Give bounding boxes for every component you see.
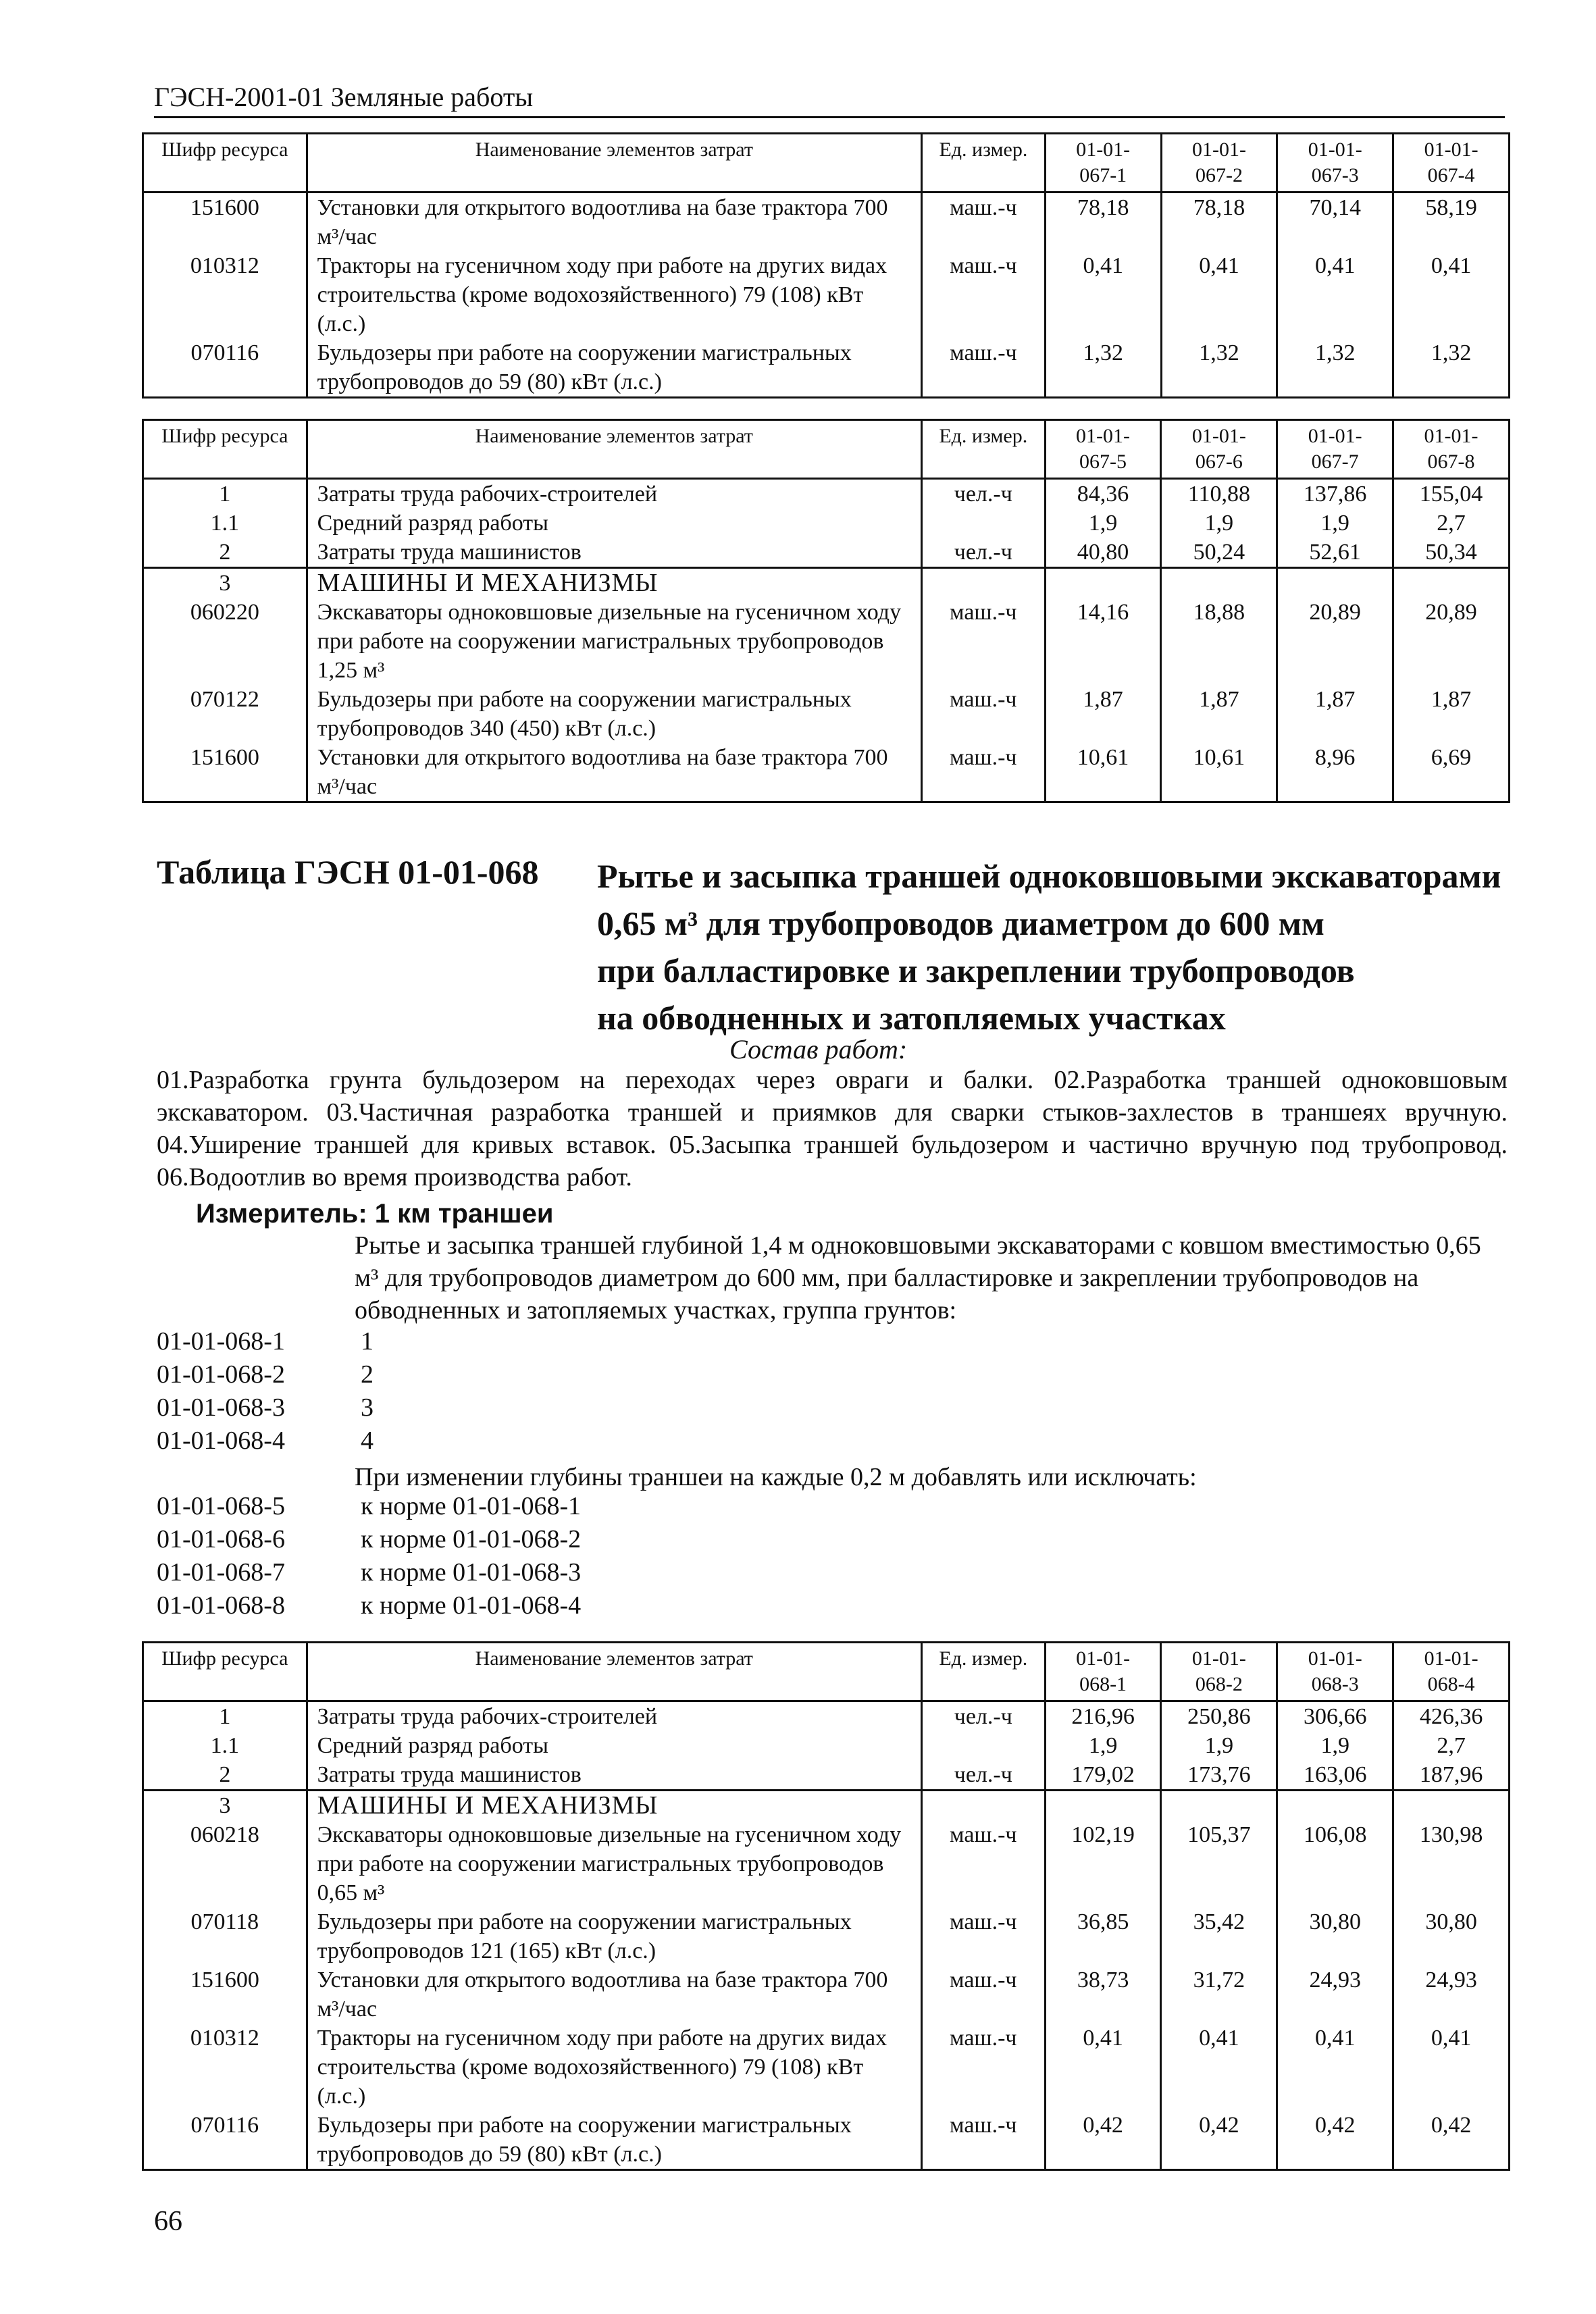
list-item: 01-01-068-1 1 [157, 1327, 374, 1356]
col-header-code: Шифр ресурса [143, 1643, 307, 1701]
resource-name: МАШИНЫ И МЕХАНИЗМЫ [307, 1791, 921, 1821]
measure-unit: Измеритель: 1 км траншеи [196, 1199, 554, 1229]
norm-value: 1,9 [1161, 509, 1277, 538]
norm-value: 50,34 [1393, 538, 1510, 568]
norm-value: 179,02 [1045, 1760, 1161, 1791]
depth-adjustment-list [157, 1490, 581, 1622]
resource-code: 060218 [143, 1820, 307, 1907]
resource-unit: чел.-ч [921, 1760, 1045, 1791]
resource-unit: маш.-ч [921, 1965, 1045, 2024]
table-row [143, 598, 1510, 685]
resource-unit: чел.-ч [921, 538, 1045, 568]
resource-name: Средний разряд работы [307, 509, 921, 538]
norm-value: 30,80 [1393, 1907, 1510, 1965]
norm-value: 426,36 [1393, 1701, 1510, 1732]
norm-value: 78,18 [1161, 192, 1277, 252]
page-number: 66 [154, 2206, 182, 2237]
resource-name: Бульдозеры при работе на сооружении магистральных трубопроводов до 59 (80) кВт (л.с.) [307, 2111, 921, 2170]
resource-name: Экскаваторы одноковшовые дизельные на гусеничном ходу при работе на сооружении магистральных трубопроводов 1,25 м³ [307, 598, 921, 685]
col-header-unit: Ед. измер. [921, 420, 1045, 479]
col-header-norm: 01-01- 067-7 [1277, 420, 1393, 479]
list-item: 01-01-068-8 к норме 01-01-068-4 [157, 1591, 582, 1620]
norm-value [1393, 1791, 1510, 1821]
norm-value: 1,9 [1277, 509, 1393, 538]
resource-name: Затраты труда рабочих-строителей [307, 1701, 921, 1732]
norm-value [1393, 568, 1510, 598]
norm-value: 0,41 [1161, 2024, 1277, 2111]
resource-unit [921, 509, 1045, 538]
norm-value: 2,7 [1393, 1731, 1510, 1760]
norm-value: 0,42 [1277, 2111, 1393, 2170]
norm-value: 110,88 [1161, 479, 1277, 509]
table-title-line: 0,65 м³ для трубопроводов диаметром до 600 мм [597, 904, 1324, 942]
norm-value: 1,9 [1045, 1731, 1161, 1760]
table-row [143, 1791, 1510, 1821]
norm-value: 10,61 [1161, 743, 1277, 802]
resource-unit: маш.-ч [921, 2111, 1045, 2170]
resource-name: Затраты труда машинистов [307, 1760, 921, 1791]
norm-value: 0,42 [1045, 2111, 1161, 2170]
resource-unit: маш.-ч [921, 685, 1045, 743]
norm-value: 1,32 [1393, 338, 1510, 398]
table-row [143, 338, 1510, 398]
list-item: 01-01-068-7 к норме 01-01-068-3 [157, 1558, 582, 1587]
norm-value: 1,87 [1393, 685, 1510, 743]
resource-unit: чел.-ч [921, 1701, 1045, 1732]
resource-name: Тракторы на гусеничном ходу при работе на других видах строительства (кроме водохозяйственного) 79 (108) кВт (л.с.) [307, 2024, 921, 2111]
resource-name: Затраты труда рабочих-строителей [307, 479, 921, 509]
resource-name: Экскаваторы одноковшовые дизельные на гусеничном ходу при работе на сооружении магистральных трубопроводов 0,65 м³ [307, 1820, 921, 1907]
norm-value: 1,87 [1277, 685, 1393, 743]
norm-value: 8,96 [1277, 743, 1393, 802]
table-row [143, 1760, 1510, 1791]
resource-code: 151600 [143, 1965, 307, 2024]
norm-value: 0,41 [1161, 251, 1277, 338]
norm-value: 0,41 [1393, 2024, 1510, 2111]
table-row [143, 2111, 1510, 2170]
col-header-norm: 01-01- 067-8 [1393, 420, 1510, 479]
resource-code: 151600 [143, 743, 307, 802]
page-header: ГЭСН-2001-01 Земляные работы [154, 82, 534, 112]
resource-table-068 [142, 1641, 1510, 2171]
norm-value: 20,89 [1393, 598, 1510, 685]
table-row [143, 1820, 1510, 1907]
col-header-name: Наименование элементов затрат [307, 1643, 921, 1701]
table-row [143, 479, 1510, 509]
resource-code: 3 [143, 568, 307, 598]
resource-code: 070116 [143, 2111, 307, 2170]
norm-value: 1,32 [1277, 338, 1393, 398]
norm-value: 0,42 [1393, 2111, 1510, 2170]
resource-name: Затраты труда машинистов [307, 538, 921, 568]
resource-unit: маш.-ч [921, 743, 1045, 802]
norm-value: 70,14 [1277, 192, 1393, 252]
soil-group-list [157, 1325, 374, 1458]
norm-value: 0,41 [1045, 2024, 1161, 2111]
table-title-line: Рытье и засыпка траншей одноковшовыми экскаваторами [597, 857, 1501, 895]
table-row [143, 1907, 1510, 1965]
resource-unit: маш.-ч [921, 1820, 1045, 1907]
col-header-norm: 01-01- 067-3 [1277, 134, 1393, 192]
resource-name: Средний разряд работы [307, 1731, 921, 1760]
col-header-norm: 01-01- 068-1 [1045, 1643, 1161, 1701]
table-title-line: на обводненных и затопляемых участках [597, 999, 1226, 1037]
norm-value: 78,18 [1045, 192, 1161, 252]
resource-name: Установки для открытого водоотлива на базе трактора 700 м³/час [307, 743, 921, 802]
table-title [597, 852, 1516, 1042]
list-item: 01-01-068-6 к норме 01-01-068-2 [157, 1525, 582, 1553]
norm-value: 1,32 [1161, 338, 1277, 398]
table-header-row [143, 420, 1510, 479]
resource-table-067-1-4 [142, 132, 1510, 398]
norm-value: 24,93 [1277, 1965, 1393, 2024]
resource-name: Тракторы на гусеничном ходу при работе на других видах строительства (кроме водохозяйственного) 79 (108) кВт (л.с.) [307, 251, 921, 338]
resource-code: 151600 [143, 192, 307, 252]
norm-value: 24,93 [1393, 1965, 1510, 2024]
col-header-unit: Ед. измер. [921, 1643, 1045, 1701]
norm-value: 52,61 [1277, 538, 1393, 568]
norm-value [1161, 568, 1277, 598]
list-item: 01-01-068-2 2 [157, 1360, 374, 1389]
norm-value: 50,24 [1161, 538, 1277, 568]
resource-unit: чел.-ч [921, 479, 1045, 509]
table-row [143, 192, 1510, 252]
norm-value: 30,80 [1277, 1907, 1393, 1965]
table-title-line: при балластировке и закреплении трубопроводов [597, 952, 1355, 989]
norm-value: 20,89 [1277, 598, 1393, 685]
norm-value: 130,98 [1393, 1820, 1510, 1907]
resource-unit: маш.-ч [922, 338, 1046, 398]
norm-value [1045, 1791, 1161, 1821]
col-header-norm: 01-01- 068-2 [1161, 1643, 1277, 1701]
resource-name: МАШИНЫ И МЕХАНИЗМЫ [307, 568, 921, 598]
norm-value: 0,41 [1277, 251, 1393, 338]
resource-unit: маш.-ч [921, 1907, 1045, 1965]
col-header-name: Наименование элементов затрат [307, 134, 921, 192]
resource-code: 060220 [143, 598, 307, 685]
table-row [143, 251, 1510, 338]
col-header-unit: Ед. измер. [922, 134, 1046, 192]
norm-value: 173,76 [1161, 1760, 1277, 1791]
norm-value: 1,87 [1161, 685, 1277, 743]
norm-value: 18,88 [1161, 598, 1277, 685]
list-item: 01-01-068-3 3 [157, 1393, 374, 1422]
table-header-row [143, 134, 1510, 192]
table-row [143, 1965, 1510, 2024]
table-header-row [143, 1643, 1510, 1701]
norm-value: 163,06 [1277, 1760, 1393, 1791]
list-item: 01-01-068-4 4 [157, 1426, 374, 1455]
col-header-name: Наименование элементов затрат [307, 420, 921, 479]
table-row [143, 538, 1510, 568]
col-header-norm: 01-01- 068-3 [1277, 1643, 1393, 1701]
norm-value: 0,42 [1161, 2111, 1277, 2170]
col-header-norm: 01-01- 067-4 [1393, 134, 1510, 192]
resource-table-067-5-8 [142, 419, 1510, 803]
norm-value [1045, 568, 1161, 598]
resource-code: 070116 [143, 338, 307, 398]
resource-unit: маш.-ч [921, 2024, 1045, 2111]
norm-value: 0,41 [1393, 251, 1510, 338]
norm-value [1161, 1791, 1277, 1821]
work-composition-label: Состав работ: [729, 1034, 908, 1064]
col-header-code: Шифр ресурса [143, 134, 307, 192]
norm-value: 216,96 [1045, 1701, 1161, 1732]
norm-value: 40,80 [1045, 538, 1161, 568]
norm-value: 1,9 [1161, 1731, 1277, 1760]
col-header-norm: 01-01- 067-1 [1045, 134, 1161, 192]
work-composition-text: 01.Разработка грунта бульдозером на переходах через овраги и балки. 02.Разработка траншей одноковшовым экскаватором. 03.Частичная разработка траншей и приямков для сварки стыков-захлестов в траншеях вручную. 04.Уширение траншей для кривых вставок. 05.Засыпка траншей бульдозером и частично вручную под трубопровод. 06.Водоотлив во время производства работ. [157, 1066, 1508, 1191]
resource-code: 2 [143, 1760, 307, 1791]
col-header-norm: 01-01- 067-6 [1161, 420, 1277, 479]
resource-unit [921, 1731, 1045, 1760]
norm-value: 0,41 [1277, 2024, 1393, 2111]
norm-value: 1,32 [1045, 338, 1161, 398]
col-header-norm: 01-01- 067-2 [1161, 134, 1277, 192]
norm-value: 31,72 [1161, 1965, 1277, 2024]
norm-value: 105,37 [1161, 1820, 1277, 1907]
col-header-norm: 01-01- 067-5 [1045, 420, 1161, 479]
table-label: Таблица ГЭСН 01-01-068 [157, 853, 539, 891]
resource-code: 1 [143, 479, 307, 509]
norm-value: 58,19 [1393, 192, 1510, 252]
norm-value: 35,42 [1161, 1907, 1277, 1965]
resource-code: 010312 [143, 251, 307, 338]
resource-unit: маш.-ч [922, 192, 1046, 252]
resource-name: Бульдозеры при работе на сооружении магистральных трубопроводов до 59 (80) кВт (л.с.) [307, 338, 921, 398]
resource-code: 010312 [143, 2024, 307, 2111]
table-row [143, 2024, 1510, 2111]
header-rule [154, 116, 1505, 118]
list-item: 01-01-068-5 к норме 01-01-068-1 [157, 1492, 582, 1520]
norm-value: 6,69 [1393, 743, 1510, 802]
table-row [143, 743, 1510, 802]
col-header-code: Шифр ресурса [143, 420, 307, 479]
table-row [143, 568, 1510, 598]
norm-value: 38,73 [1045, 1965, 1161, 2024]
norm-value [1277, 1791, 1393, 1821]
norm-value: 187,96 [1393, 1760, 1510, 1791]
resource-code: 1 [143, 1701, 307, 1732]
table-row [143, 1731, 1510, 1760]
table-row [143, 1701, 1510, 1732]
table-row [143, 685, 1510, 743]
norm-value: 137,86 [1277, 479, 1393, 509]
norm-value: 0,41 [1045, 251, 1161, 338]
col-header-norm: 01-01- 068-4 [1393, 1643, 1510, 1701]
norm-value: 10,61 [1045, 743, 1161, 802]
norm-value: 1,87 [1045, 685, 1161, 743]
resource-code: 070122 [143, 685, 307, 743]
norm-value: 155,04 [1393, 479, 1510, 509]
resource-name: Установки для открытого водоотлива на базе трактора 700 м³/час [307, 1965, 921, 2024]
resource-unit: маш.-ч [922, 251, 1046, 338]
resource-code: 070118 [143, 1907, 307, 1965]
norm-description: Рытье и засыпка траншей глубиной 1,4 м одноковшовыми экскаваторами с ковшом вместимостью 0,65 м³ для трубопроводов диаметром до 600 мм, при балластировке и закреплении трубопроводов на обводненных и затопляемых участках, группа грунтов: [355, 1231, 1481, 1325]
table-row [143, 509, 1510, 538]
norm-value: 250,86 [1161, 1701, 1277, 1732]
norm-value [1277, 568, 1393, 598]
resource-code: 3 [143, 1791, 307, 1821]
norm-value: 102,19 [1045, 1820, 1161, 1907]
norm-value: 36,85 [1045, 1907, 1161, 1965]
resource-unit: маш.-ч [921, 598, 1045, 685]
norm-value: 106,08 [1277, 1820, 1393, 1907]
norm-value: 1,9 [1045, 509, 1161, 538]
resource-code: 1.1 [143, 1731, 307, 1760]
resource-name: Бульдозеры при работе на сооружении магистральных трубопроводов 340 (450) кВт (л.с.) [307, 685, 921, 743]
resource-unit [921, 1791, 1045, 1821]
depth-adjustment-note: При изменении глубины траншеи на каждые 0,2 м добавлять или исключать: [355, 1463, 1197, 1491]
norm-value: 1,9 [1277, 1731, 1393, 1760]
resource-code: 2 [143, 538, 307, 568]
resource-name: Установки для открытого водоотлива на базе трактора 700 м³/час [307, 192, 921, 252]
norm-value: 306,66 [1277, 1701, 1393, 1732]
resource-code: 1.1 [143, 509, 307, 538]
norm-value: 14,16 [1045, 598, 1161, 685]
resource-name: Бульдозеры при работе на сооружении магистральных трубопроводов 121 (165) кВт (л.с.) [307, 1907, 921, 1965]
resource-unit [921, 568, 1045, 598]
norm-value: 84,36 [1045, 479, 1161, 509]
norm-value: 2,7 [1393, 509, 1510, 538]
